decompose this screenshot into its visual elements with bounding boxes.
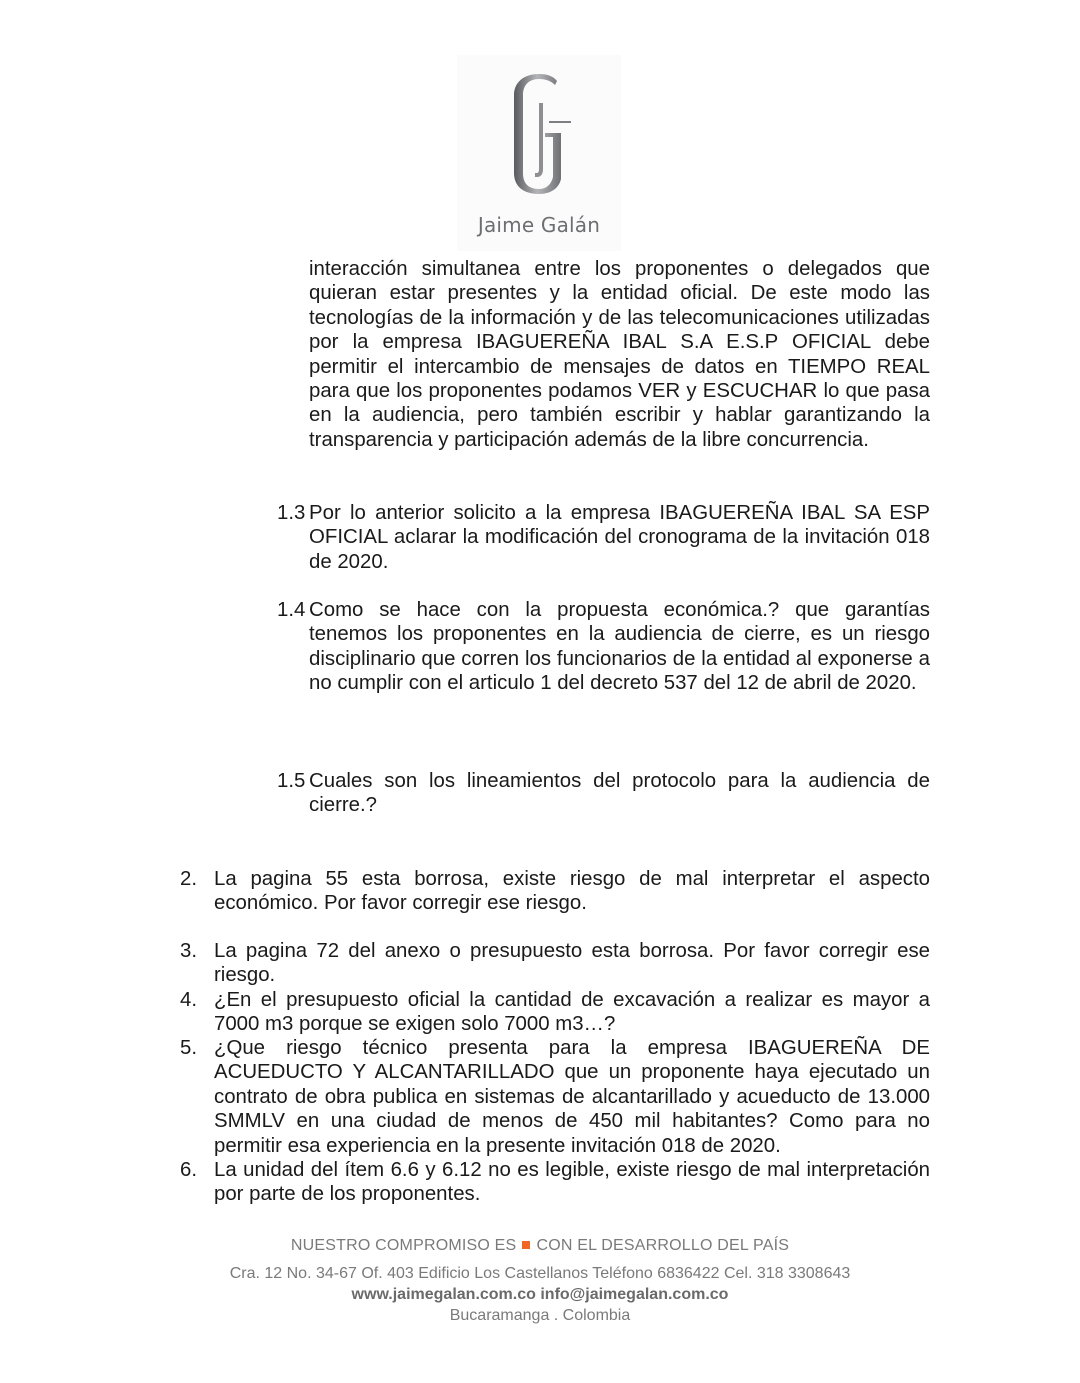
brand-name: Jaime Galán xyxy=(477,213,601,237)
list-item-number: 4. xyxy=(180,989,198,1011)
list-item-text: ¿En el presupuesto oficial la cantidad de excavación a realizar es mayor a 7000 m3 porque se exigen solo 7000 m3…? xyxy=(214,989,930,1036)
intro-paragraph: interacción simultanea entre los proponentes o delegados que quieran estar presentes y la entidad oficial. De este modo las tecnologías de la información y de las telecomunicaciones utilizadas por la empresa IBAGUEREÑA IBAL S.A E.S.P OFICIAL debe permitir el intercambio de mensajes de datos en TIEMPO REAL para que los proponentes podamos VER y ESCUCHAR lo que pasa en la audiencia, pero también escribir y hablar garantizando la transparencia y participación además de la libre concurrencia. xyxy=(309,258,930,451)
footer-city: Bucaramanga . Colombia xyxy=(449,1307,631,1324)
company-logo xyxy=(457,55,621,251)
footer-slogan xyxy=(0,1237,1080,1255)
list-item-text: La pagina 55 esta borrosa, existe riesgo de mal interpretar el aspecto económico. Por favor corregir ese riesgo. xyxy=(214,868,930,915)
list-item-text: Por lo anterior solicito a la empresa IBAGUEREÑA IBAL SA ESP OFICIAL aclarar la modificación del cronograma de la invitación 018 de 2020. xyxy=(309,502,930,573)
slogan-right: CON EL DESARROLLO DEL PAÍS xyxy=(536,1237,790,1254)
list-item-number: 5. xyxy=(180,1037,198,1059)
slogan-left: NUESTRO COMPROMISO ES xyxy=(290,1237,517,1254)
list-item-text: La pagina 72 del anexo o presupuesto esta borrosa. Por favor corregir ese riesgo. xyxy=(214,940,930,987)
list-item-text: Como se hace con la propuesta económica.? que garantías tenemos los proponentes en la audiencia de cierre, es un riesgo disciplinario que corren los funcionarios de la entidad al exponerse a no cumplir con el articulo 1 del decreto 537 del 12 de abril de 2020. xyxy=(309,599,930,695)
orange-square-icon xyxy=(522,1241,530,1249)
list-item-2 xyxy=(180,867,930,916)
list-item-number: 2. xyxy=(180,868,198,890)
list-item-6 xyxy=(180,1158,930,1207)
footer-address: Cra. 12 No. 34-67 Of. 403 Edificio Los Castellanos Teléfono 6836422 Cel. 318 3308643 xyxy=(229,1265,851,1282)
footer-web-links[interactable]: www.jaimegalan.com.co info@jaimegalan.com.co xyxy=(351,1286,729,1303)
list-item-number: 1.5 xyxy=(277,770,306,792)
list-item-1-5 xyxy=(277,769,930,818)
list-item-1-4 xyxy=(277,598,930,696)
list-item-text: Cuales son los lineamientos del protocolo para la audiencia de cierre.? xyxy=(309,770,930,817)
list-item-number: 1.3 xyxy=(277,502,306,524)
list-item-text: ¿Que riesgo técnico presenta para la empresa IBAGUEREÑA DE ACUEDUCTO Y ALCANTARILLADO que un proponente haya ejecutado un contrato de obra publica en sistemas de alcantarillado y acueducto de 13.000 SMMLV en una ciudad de menos de 450 mil habitantes? Como para no permitir esa experiencia en la presente invitación 018 de 2020. xyxy=(214,1037,930,1157)
list-item-3 xyxy=(180,939,930,988)
list-item-5 xyxy=(180,1036,930,1158)
list-item-1-3 xyxy=(277,501,930,574)
list-item-number: 1.4 xyxy=(277,599,306,621)
list-item-number: 3. xyxy=(180,940,198,962)
list-item-text: La unidad del ítem 6.6 y 6.12 no es legible, existe riesgo de mal interpretación por parte de los proponentes. xyxy=(214,1159,930,1206)
list-item-number: 6. xyxy=(180,1159,198,1181)
list-item-4 xyxy=(180,988,930,1037)
jg-monogram-icon xyxy=(509,73,571,195)
